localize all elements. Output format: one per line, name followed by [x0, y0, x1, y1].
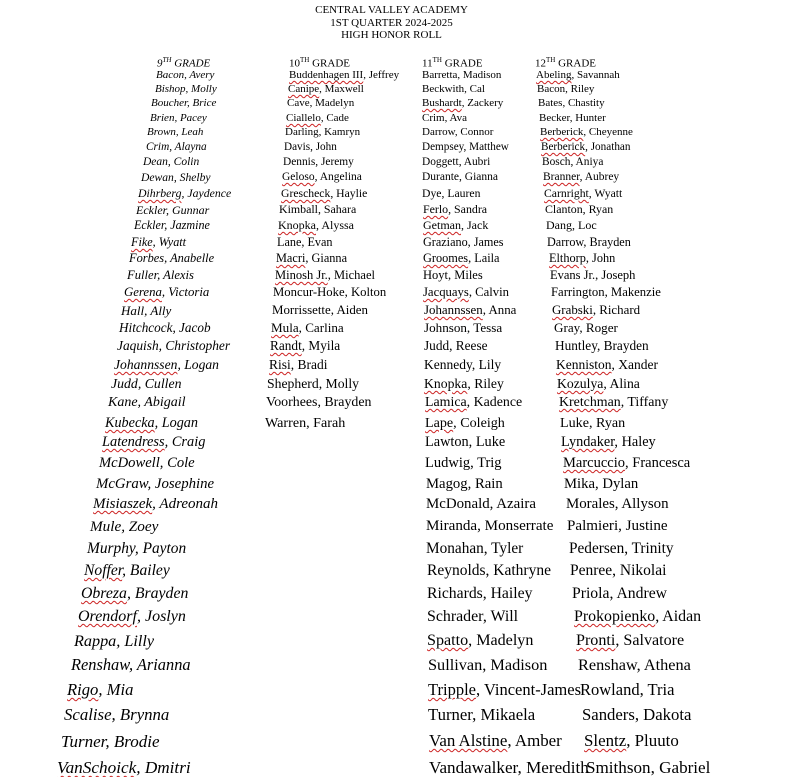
grade-heading [535, 56, 596, 70]
student-name: Bishop, Molly [155, 83, 217, 95]
student-name: Beckwith, Cal [422, 83, 485, 95]
student-name: Dang, Loc [546, 218, 597, 232]
student-name: Sullivan, Madison [428, 655, 548, 674]
student-name: Berberick, Cheyenne [540, 126, 633, 138]
student-name: Renshaw, Arianna [71, 655, 191, 674]
student-name: Farrington, Makenzie [551, 285, 661, 299]
student-name: Darrow, Connor [422, 126, 494, 138]
student-name: Boucher, Brice [151, 97, 217, 109]
student-name: Schrader, Will [427, 608, 519, 625]
student-name: Misiaszek, Adreonah [93, 496, 219, 512]
student-name: Forbes, Anabelle [129, 251, 215, 265]
student-name: Hoyt, Miles [423, 268, 483, 282]
student-name: Prokopienko, Aidan [574, 608, 702, 625]
student-name: Dean, Colin [143, 156, 200, 168]
student-name: Van Alstine, Amber [429, 731, 562, 750]
student-name: Berberick, Jonathan [541, 141, 631, 153]
student-name: Dempsey, Matthew [422, 141, 509, 153]
student-name: Carnright, Wyatt [544, 187, 623, 200]
student-name: Dennis, Jeremy [283, 156, 354, 168]
student-name: Lyndaker, Haley [561, 434, 656, 450]
grade-number: 12 [535, 57, 546, 70]
student-name: Marcuccio, Francesca [563, 455, 691, 471]
student-name: Graziano, James [423, 235, 504, 249]
student-name: Johannssen, Anna [424, 303, 517, 317]
student-name: Monahan, Tyler [426, 540, 524, 557]
student-name: Kretchman, Tiffany [559, 395, 669, 410]
student-name: Scalise, Brynna [64, 705, 170, 724]
student-name: Bacon, Avery [156, 69, 215, 81]
student-name: Brown, Leah [147, 126, 204, 138]
grade-suffix: TH [546, 56, 556, 64]
student-name: Palmieri, Justine [567, 518, 668, 534]
grade-heading [422, 56, 483, 70]
student-name: Renshaw, Athena [578, 655, 691, 674]
grade-number: 9 [157, 57, 163, 70]
student-name: Branner, Aubrey [543, 171, 620, 183]
student-name: Kenniston, Xander [556, 357, 658, 372]
student-name: Mula, Carlina [271, 320, 344, 335]
student-name: McGraw, Josephine [96, 476, 215, 492]
grade-heading [157, 56, 210, 70]
student-name: Turner, Brodie [61, 732, 160, 751]
student-name: Dewan, Shelby [141, 171, 211, 184]
school-name: CENTRAL VALLEY ACADEMY [315, 4, 468, 16]
student-name: Smithson, Gabriel [586, 758, 711, 777]
student-name: Morales, Allyson [566, 496, 669, 512]
student-name: VanSchoick, Dmitri [57, 758, 191, 777]
student-name: Pedersen, Trinity [569, 540, 674, 557]
student-name: Latendress, Craig [102, 434, 206, 450]
student-name: Canipe, Maxwell [288, 83, 364, 95]
student-name: Darling, Kamryn [285, 126, 361, 138]
student-name: Eckler, Jazmine [134, 218, 210, 232]
student-name: Durante, Gianna [422, 171, 498, 183]
student-name: Slentz, Pluuto [584, 731, 679, 750]
grade-number: 10 [289, 57, 300, 70]
student-name: Magog, Rain [426, 476, 503, 492]
student-name: Dye, Lauren [422, 187, 481, 200]
student-name: Ferlo, Sandra [423, 202, 488, 216]
student-name: Vandawalker, Meredith [429, 758, 589, 777]
student-name: Warren, Farah [265, 415, 346, 431]
student-name: McDonald, Azaira [426, 496, 536, 512]
student-name: Lamica, Kadence [425, 395, 523, 410]
student-name: Crim, Alayna [146, 141, 207, 153]
student-name: Kane, Abigail [108, 395, 186, 410]
student-name: Johannssen, Logan [114, 357, 219, 372]
student-name: Noffer, Bailey [84, 562, 170, 579]
grade-word: GRADE [309, 57, 350, 70]
student-name: Moncur-Hoke, Kolton [273, 285, 387, 299]
student-name: Elthorp, John [549, 251, 616, 265]
student-name: Grabski, Richard [552, 303, 641, 317]
student-name: Lane, Evan [277, 235, 333, 249]
student-name: Bushardt, Zackery [422, 97, 504, 109]
student-name: Judd, Reese [424, 338, 488, 353]
document-header [0, 4, 783, 42]
student-name: Kozulya, Alina [557, 376, 640, 391]
student-name: Mika, Dylan [564, 476, 639, 492]
student-name: Eckler, Gunnar [136, 203, 210, 217]
student-name: Tripple, Vincent-James [428, 680, 582, 699]
student-name: McDowell, Cole [99, 455, 195, 471]
student-name: Fike, Wyatt [131, 235, 187, 249]
honor-roll-title: HIGH HONOR ROLL [341, 29, 442, 41]
student-name: Morrissette, Aiden [272, 303, 368, 317]
student-name: Dihrberg, Jaydence [138, 186, 232, 200]
grade-word: GRADE [171, 57, 211, 70]
student-name: Rowland, Tria [580, 680, 675, 699]
grade-suffix: TH [300, 56, 310, 64]
student-name: Geloso, Angelina [282, 171, 362, 183]
student-name: Buddenhagen III, Jeffrey [289, 69, 400, 81]
student-name: Obreza, Brayden [81, 585, 189, 602]
student-name: Cave, Madelyn [287, 97, 355, 109]
student-name: Evans Jr., Joseph [550, 268, 636, 282]
student-name: Darrow, Brayden [547, 235, 631, 249]
student-name: Pronti, Salvatore [576, 632, 685, 649]
student-name: Grescheck, Haylie [281, 187, 368, 200]
student-name: Jaquish, Christopher [117, 338, 231, 353]
student-name: Rigo, Mia [67, 680, 134, 699]
student-name: Gerena, Victoria [124, 285, 210, 299]
student-name: Ludwig, Trig [425, 455, 502, 471]
student-name: Penree, Nikolai [570, 562, 667, 579]
student-name: Kubecka, Logan [105, 415, 198, 431]
student-name: Kennedy, Lily [424, 357, 502, 372]
student-name: Ciallelo, Cade [286, 112, 349, 124]
student-name: Clanton, Ryan [545, 202, 614, 216]
student-name: Turner, Mikaela [428, 705, 536, 724]
student-name: Getman, Jack [423, 218, 489, 232]
student-name: Fuller, Alexis [127, 268, 194, 282]
quarter-label: 1ST QUARTER 2024-2025 [330, 16, 453, 29]
student-name: Spatto, Madelyn [427, 632, 534, 649]
student-name: Groomes, Laila [423, 251, 500, 265]
student-name: Minosh Jr., Michael [275, 268, 376, 282]
student-name: Rappa, Lilly [74, 632, 155, 650]
student-name: Barretta, Madison [422, 69, 502, 81]
student-name: Sanders, Dakota [582, 705, 692, 724]
grade-word: GRADE [555, 57, 596, 70]
grade-heading [289, 56, 350, 70]
student-name: Crim, Ava [422, 112, 468, 124]
student-name: Voorhees, Brayden [266, 395, 372, 410]
student-name: Abeling, Savannah [536, 69, 620, 81]
student-name: Doggett, Aubri [422, 156, 491, 168]
student-name: Bosch, Aniya [542, 156, 604, 168]
grade-word: GRADE [441, 57, 483, 70]
grade-suffix: TH [162, 56, 172, 64]
student-name: Orendorf, Joslyn [78, 608, 186, 625]
student-name: Priola, Andrew [572, 585, 667, 602]
student-name: Judd, Cullen [111, 376, 182, 391]
student-name: Bacon, Riley [537, 83, 595, 95]
student-name: Murphy, Payton [87, 540, 187, 557]
student-name: Kimball, Sahara [279, 202, 357, 216]
grade-suffix: TH [432, 56, 442, 64]
student-name: Mule, Zoey [90, 518, 159, 535]
student-name: Hall, Ally [121, 303, 172, 318]
student-name: Luke, Ryan [560, 415, 626, 431]
student-name: Knopka, Alyssa [278, 218, 355, 232]
student-name: Becker, Hunter [539, 112, 606, 124]
student-name: Randt, Myila [270, 338, 341, 353]
student-name: Gray, Roger [554, 320, 618, 335]
student-name: Huntley, Brayden [555, 338, 649, 353]
student-name: Johnson, Tessa [424, 320, 503, 335]
grade-number: 11 [422, 57, 433, 70]
student-name: Richards, Hailey [427, 585, 533, 602]
student-name: Hitchcock, Jacob [119, 320, 211, 335]
student-name: Macri, Gianna [276, 251, 348, 265]
student-name: Miranda, Monserrate [426, 518, 554, 534]
student-name: Jacquays, Calvin [423, 285, 509, 299]
student-name: Shepherd, Molly [267, 376, 360, 391]
student-name: Lape, Coleigh [425, 415, 505, 431]
student-name: Bates, Chastity [538, 97, 605, 109]
student-name: Reynolds, Kathryne [427, 562, 551, 579]
student-name: Knopka, Riley [424, 376, 504, 391]
student-name: Risi, Bradi [269, 357, 328, 372]
student-name: Brien, Pacey [150, 112, 207, 124]
student-name: Davis, John [284, 141, 337, 153]
student-name: Lawton, Luke [425, 434, 506, 450]
